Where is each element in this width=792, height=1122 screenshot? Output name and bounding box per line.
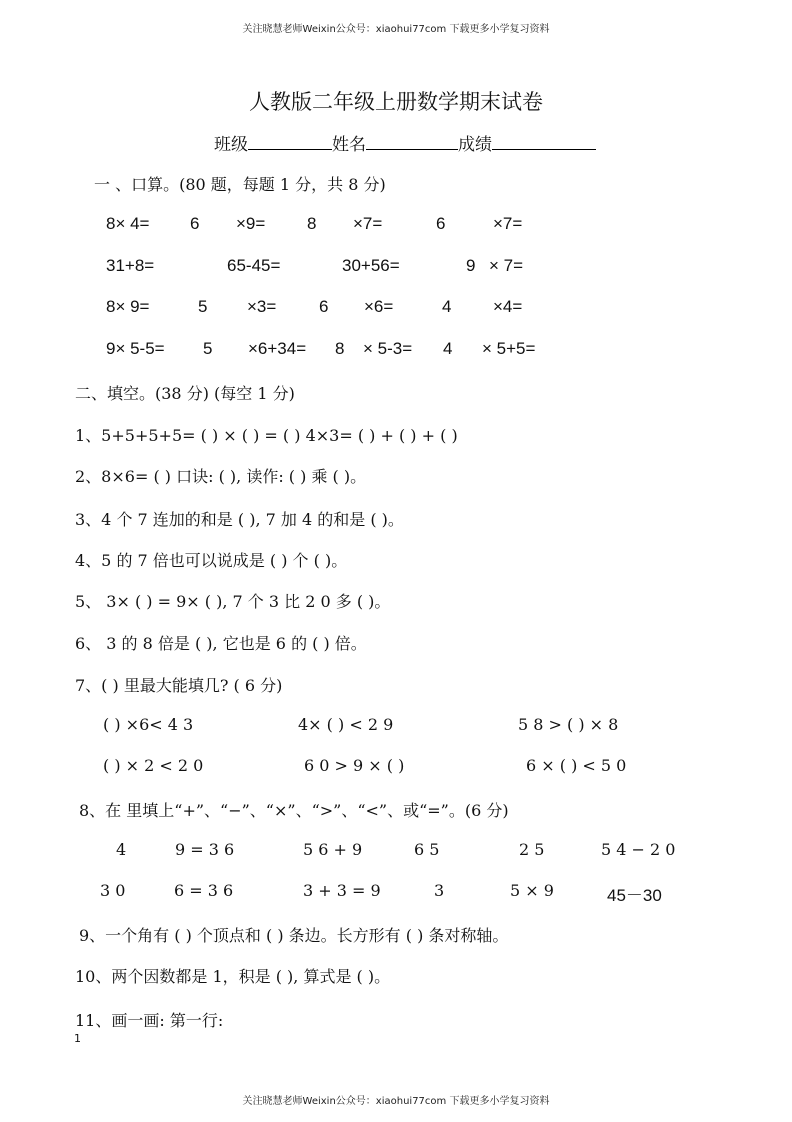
- calc-item: ×6=: [364, 297, 394, 316]
- q7-item: 4× ( ) < 2 9: [298, 715, 394, 734]
- q8-item: 5 4 − 2 0: [601, 840, 676, 859]
- q8-item: 6 5: [414, 840, 440, 859]
- q8-item: 3 + 3 = 9: [303, 881, 381, 900]
- calc-item: × 7=: [489, 256, 524, 275]
- calc-item: 4: [443, 339, 453, 358]
- section1-heading: 一 、口算。(80 题，每题 1 分，共 8 分): [94, 175, 386, 194]
- question-2: 2、8×6= ( ) 口诀: ( ), 读作: ( ) 乘 ( )。: [75, 467, 367, 486]
- question-6: 6、 3 的 8 倍是 ( ), 它也是 6 的 ( ) 倍。: [75, 634, 367, 653]
- question-7: 7、( ) 里最大能填几? ( 6 分): [75, 676, 283, 695]
- q7-item: 5 8 > ( ) × 8: [518, 715, 619, 734]
- q7-item: 6 0 > 9 × ( ): [304, 756, 405, 775]
- page-number: 1: [74, 1032, 81, 1045]
- calc-item: ×9=: [236, 214, 266, 233]
- student-info: [214, 130, 596, 155]
- calc-item: 4: [442, 297, 452, 316]
- question-4: 4、5 的 7 倍也可以说成是 ( ) 个 ( )。: [75, 551, 348, 570]
- calc-item: 9: [466, 256, 476, 275]
- q7-item: ( ) × 2 < 2 0: [103, 756, 204, 775]
- question-5: 5、 3× ( ) = 9× ( ), 7 个 3 比 2 0 多 ( )。: [75, 592, 391, 611]
- class-label: 班级: [214, 135, 248, 155]
- calc-item: ×7=: [353, 214, 383, 233]
- calc-item: 31+8=: [106, 256, 155, 275]
- page-footer: 关注晓慧老师Weixin公众号：xiaohui77com 下载更多小学复习资料: [242, 1096, 550, 1107]
- q8-item: 2 5: [519, 840, 545, 859]
- page-header: 关注晓慧老师Weixin公众号：xiaohui77com 下载更多小学复习资料: [242, 24, 550, 35]
- q8-item: 3 0: [100, 881, 126, 900]
- calc-item: 6: [190, 214, 200, 233]
- calc-item: 30+56=: [342, 256, 400, 275]
- question-9: 9、一个角有 ( ) 个顶点和 ( ) 条边。长方形有 ( ) 条对称轴。: [79, 926, 509, 945]
- calc-item: × 5-3=: [363, 339, 413, 358]
- page-title: 人教版二年级上册数学期末试卷: [249, 90, 543, 114]
- calc-item: 65-45=: [227, 256, 281, 275]
- q8-item: 5 × 9: [510, 881, 554, 900]
- calc-item: 5: [198, 297, 208, 316]
- score-label: 成绩: [458, 135, 492, 155]
- q8-item: 6 = 3 6: [174, 881, 234, 900]
- q7-item: ( ) ×6< 4 3: [103, 715, 194, 734]
- calc-item: 8× 4=: [106, 214, 150, 233]
- question-11: 11、画一画: 第一行:: [75, 1011, 224, 1030]
- calc-item: 8× 9=: [106, 297, 150, 316]
- calc-item: ×6+34=: [248, 339, 307, 358]
- q8-item: 9 = 3 6: [175, 840, 235, 859]
- calc-item: 9× 5-5=: [106, 339, 165, 358]
- q8-item: 45－30: [607, 886, 662, 905]
- question-8: 8、在 里填上“+”、“−”、“×”、“>”、“<”、或“=”。(6 分): [79, 801, 509, 820]
- score-blank[interactable]: [492, 134, 596, 150]
- question-1: 1、5+5+5+5= ( ) × ( ) = ( ) 4×3= ( ) + ( ) + ( ): [75, 426, 458, 445]
- calc-item: ×4=: [493, 297, 523, 316]
- calc-item: 5: [203, 339, 213, 358]
- calc-item: 8: [335, 339, 345, 358]
- class-blank[interactable]: [248, 134, 332, 150]
- question-3: 3、4 个 7 连加的和是 ( ), 7 加 4 的和是 ( )。: [75, 510, 404, 529]
- name-blank[interactable]: [366, 134, 458, 150]
- name-label: 姓名: [332, 135, 366, 155]
- calc-item: ×7=: [493, 214, 523, 233]
- calc-item: × 5+5=: [482, 339, 536, 358]
- q8-item: 3: [434, 881, 445, 900]
- q8-item: 4: [116, 840, 127, 859]
- calc-item: 6: [436, 214, 446, 233]
- calc-item: 8: [307, 214, 317, 233]
- calc-item: 6: [319, 297, 329, 316]
- q8-item: 5 6 + 9: [303, 840, 363, 859]
- section2-heading: 二、填空。(38 分) (每空 1 分): [75, 384, 295, 403]
- calc-item: ×3=: [247, 297, 277, 316]
- question-10: 10、两个因数都是 1，积是 ( ), 算式是 ( )。: [75, 967, 391, 986]
- q7-item: 6 × ( ) < 5 0: [526, 756, 627, 775]
